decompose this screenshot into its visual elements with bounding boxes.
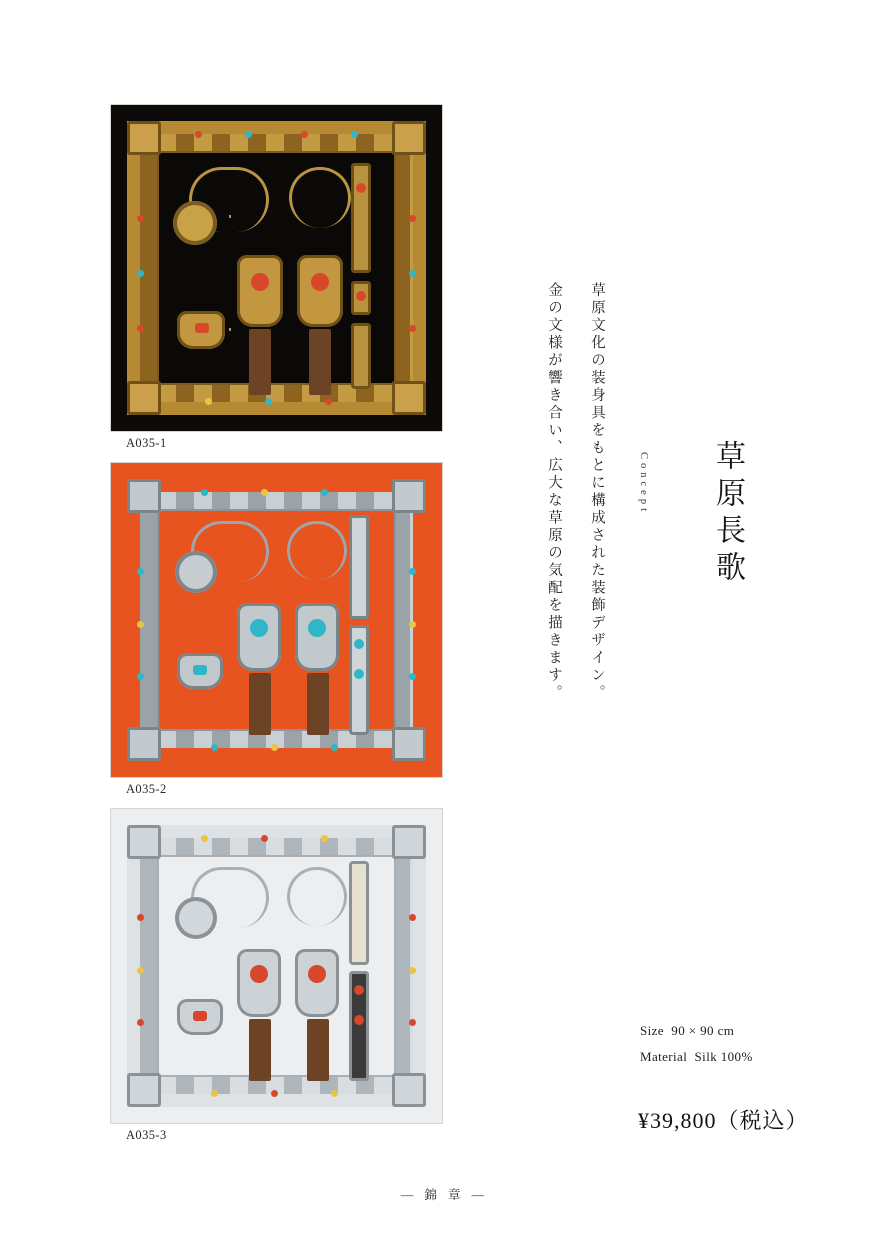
gem-icon (409, 270, 416, 277)
gem-icon (409, 967, 416, 974)
corner-medallion-icon (127, 727, 161, 761)
corner-medallion-icon (127, 825, 161, 859)
knife-ornament (349, 515, 369, 619)
chain-ornament (287, 867, 347, 926)
plate-code-label: A035-1 (126, 436, 167, 450)
spec-material-value: Silk 100% (694, 1049, 753, 1064)
page-title: 草原長歌 (711, 440, 744, 588)
chain-ornament (287, 521, 347, 580)
plate-code-label: A035-2 (126, 782, 167, 796)
scarf-artwork (111, 809, 442, 1123)
gem-icon (325, 398, 332, 405)
price-label: ¥39,800（税込） (638, 1108, 809, 1133)
gem-icon (331, 1090, 338, 1097)
spec-size-label: Size (640, 1023, 664, 1038)
gem-icon (251, 273, 269, 291)
gem-icon (265, 398, 272, 405)
gem-icon (321, 489, 328, 496)
scarf-artwork (111, 463, 442, 777)
pendant-ornament (237, 255, 283, 327)
disc-ornament (175, 551, 217, 593)
disc-ornament (173, 201, 217, 245)
spec-material-label: Material (640, 1049, 688, 1064)
gem-icon (356, 183, 366, 193)
gem-icon (301, 131, 308, 138)
gem-icon (409, 621, 416, 628)
knife-ornament (349, 861, 369, 965)
gem-icon (308, 619, 326, 637)
concept-body-line-1: 草原文化の装身具をもとに構成された装飾デザイン。 (589, 282, 605, 702)
gem-icon (137, 1019, 144, 1026)
corner-medallion-icon (127, 381, 161, 415)
gem-icon (308, 965, 326, 983)
gem-icon (250, 965, 268, 983)
gem-icon (409, 215, 416, 222)
gem-icon (351, 131, 358, 138)
gem-icon (409, 1019, 416, 1026)
pendant-ornament (297, 255, 343, 327)
knife-ornament (351, 163, 371, 273)
corner-medallion-icon (392, 381, 426, 415)
gem-icon (201, 835, 208, 842)
tassel-ornament (249, 1019, 271, 1081)
gem-icon (311, 273, 329, 291)
gem-icon (409, 673, 416, 680)
spec-size-value: 90 × 90 cm (671, 1023, 735, 1038)
gem-icon (137, 914, 144, 921)
corner-medallion-icon (127, 121, 161, 155)
scarf-image-a035-1[interactable] (110, 104, 443, 432)
gem-icon (201, 489, 208, 496)
concept-body-line-2: 金の文様が響き合い、広大な草原の気配を描きます。 (546, 282, 562, 702)
gem-icon (354, 669, 364, 679)
product-plate-item (110, 808, 445, 1143)
product-plate-list (110, 104, 445, 1154)
disc-ornament (175, 897, 217, 939)
corner-medallion-icon (392, 121, 426, 155)
gem-icon (137, 673, 144, 680)
scarf-image-a035-2[interactable] (110, 462, 443, 778)
gem-icon (271, 1090, 278, 1097)
gem-icon (195, 131, 202, 138)
product-plate-item (110, 462, 445, 797)
tassel-ornament (249, 329, 271, 395)
tassel-ornament (249, 673, 271, 735)
spec-list (640, 1018, 753, 1070)
tassel-ornament (307, 1019, 329, 1081)
gem-icon (409, 568, 416, 575)
spec-row-material (640, 1044, 753, 1070)
gem-icon (205, 398, 212, 405)
gem-icon (195, 323, 209, 333)
scarf-image-a035-3[interactable] (110, 808, 443, 1124)
gem-icon (409, 325, 416, 332)
gem-icon (261, 835, 268, 842)
gem-icon (137, 967, 144, 974)
gem-icon (137, 270, 144, 277)
gem-icon (356, 291, 366, 301)
gem-icon (137, 325, 144, 332)
corner-medallion-icon (392, 727, 426, 761)
pendant-ornament (295, 949, 339, 1017)
tassel-ornament (307, 673, 329, 735)
gem-icon (261, 489, 268, 496)
pendant-ornament (237, 603, 281, 671)
gem-icon (409, 914, 416, 921)
spec-row-size (640, 1018, 753, 1044)
pendant-ornament (237, 949, 281, 1017)
product-plate-item (110, 104, 445, 451)
gem-icon (354, 639, 364, 649)
pendant-ornament (295, 603, 339, 671)
gem-icon (193, 1011, 207, 1021)
plate-code-label: A035-3 (126, 1128, 167, 1142)
page-footer: — 錦 章 — (400, 1188, 489, 1202)
gem-icon (354, 985, 364, 995)
gem-icon (271, 744, 278, 751)
chain-ornament (289, 167, 351, 228)
gem-icon (211, 744, 218, 751)
gem-icon (331, 744, 338, 751)
corner-medallion-icon (392, 825, 426, 859)
gem-icon (211, 1090, 218, 1097)
corner-medallion-icon (127, 1073, 161, 1107)
gem-icon (250, 619, 268, 637)
gem-icon (137, 621, 144, 628)
tassel-ornament (309, 329, 331, 395)
concept-label: Concept (638, 452, 649, 515)
gem-icon (354, 1015, 364, 1025)
scarf-artwork (111, 105, 442, 431)
corner-medallion-icon (392, 479, 426, 513)
gem-icon (245, 131, 252, 138)
knife-ornament (351, 323, 371, 389)
gem-icon (321, 835, 328, 842)
gem-icon (137, 568, 144, 575)
chain-ornament (229, 215, 231, 331)
gem-icon (137, 215, 144, 222)
corner-medallion-icon (127, 479, 161, 513)
gem-icon (193, 665, 207, 675)
corner-medallion-icon (392, 1073, 426, 1107)
